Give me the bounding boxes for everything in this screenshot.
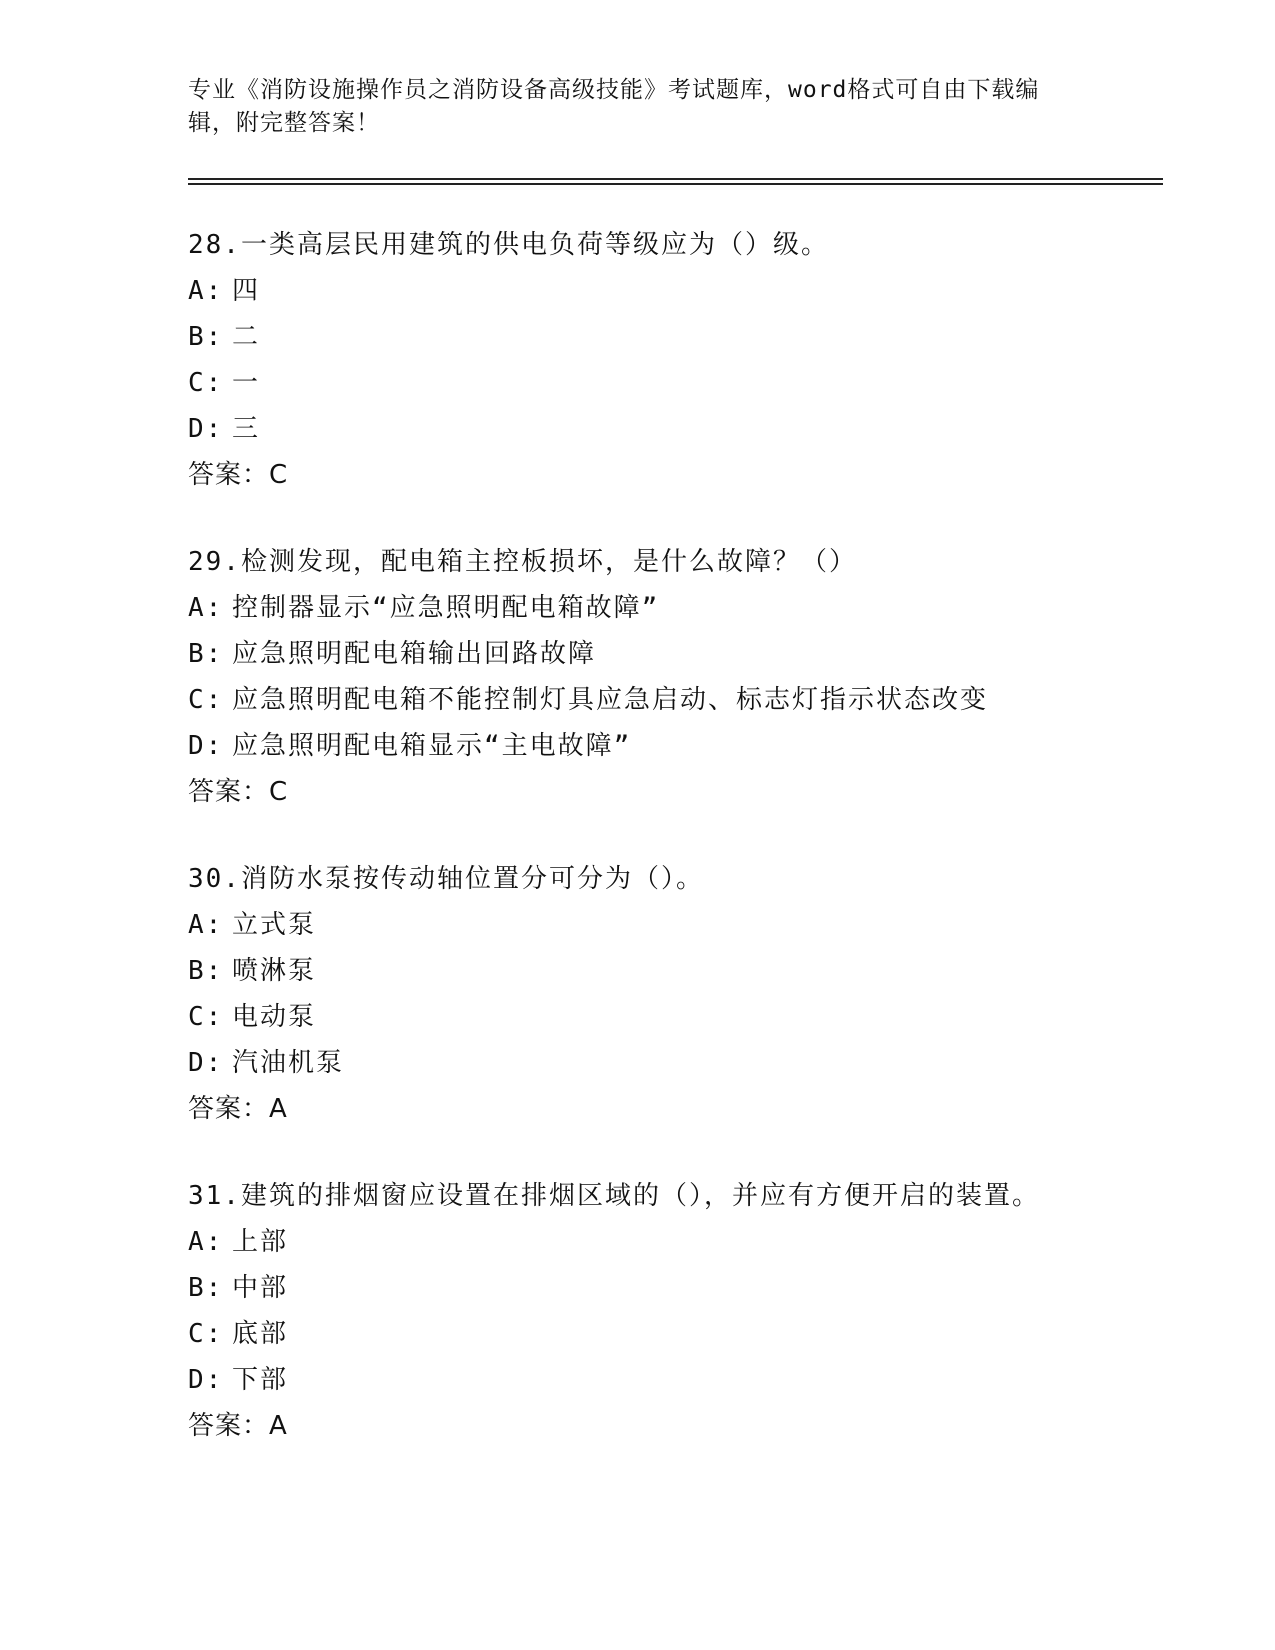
question-block: [188, 545, 1188, 809]
question-block: [188, 1179, 1188, 1443]
option-b: B: 应急照明配电箱输出回路故障: [188, 639, 597, 669]
option-d: D: 应急照明配电箱显示“主电故障”: [188, 731, 632, 761]
option-c: C: 底部: [188, 1319, 289, 1349]
answer-line: 答案：C: [188, 777, 289, 807]
answer-line: 答案：C: [188, 460, 289, 490]
question-title: 29.检测发现，配电箱主控板损坏，是什么故障？（）: [188, 547, 857, 577]
option-b: B: 喷淋泵: [188, 956, 317, 986]
question-title: 31.建筑的排烟窗应设置在排烟区域的（），并应有方便开启的装置。: [188, 1181, 1040, 1211]
option-a: A: 控制器显示“应急照明配电箱故障”: [188, 593, 660, 623]
option-d: D: 下部: [188, 1365, 289, 1395]
question-block: [188, 228, 1188, 492]
answer-line: 答案：A: [188, 1094, 288, 1124]
option-a: A: 上部: [188, 1227, 289, 1257]
option-c: C: 一: [188, 368, 261, 398]
option-d: D: 汽油机泵: [188, 1048, 345, 1078]
option-c: C: 电动泵: [188, 1002, 317, 1032]
answer-line: 答案：A: [188, 1411, 288, 1441]
document-intro: 专业《消防设施操作员之消防设备高级技能》考试题库，word格式可自由下载编辑，附完整答案！: [188, 77, 1040, 136]
option-d: D: 三: [188, 414, 261, 444]
question-title: 30.消防水泵按传动轴位置分可分为（）。: [188, 864, 704, 894]
option-b: B: 中部: [188, 1273, 289, 1303]
option-a: A: 立式泵: [188, 910, 317, 940]
header-divider: [188, 178, 1163, 185]
question-title: 28.一类高层民用建筑的供电负荷等级应为（）级。: [188, 230, 829, 260]
option-b: B: 二: [188, 322, 261, 352]
option-c: C: 应急照明配电箱不能控制灯具应急启动、标志灯指示状态改变: [188, 685, 989, 715]
option-a: A: 四: [188, 276, 261, 306]
question-block: [188, 862, 1188, 1126]
